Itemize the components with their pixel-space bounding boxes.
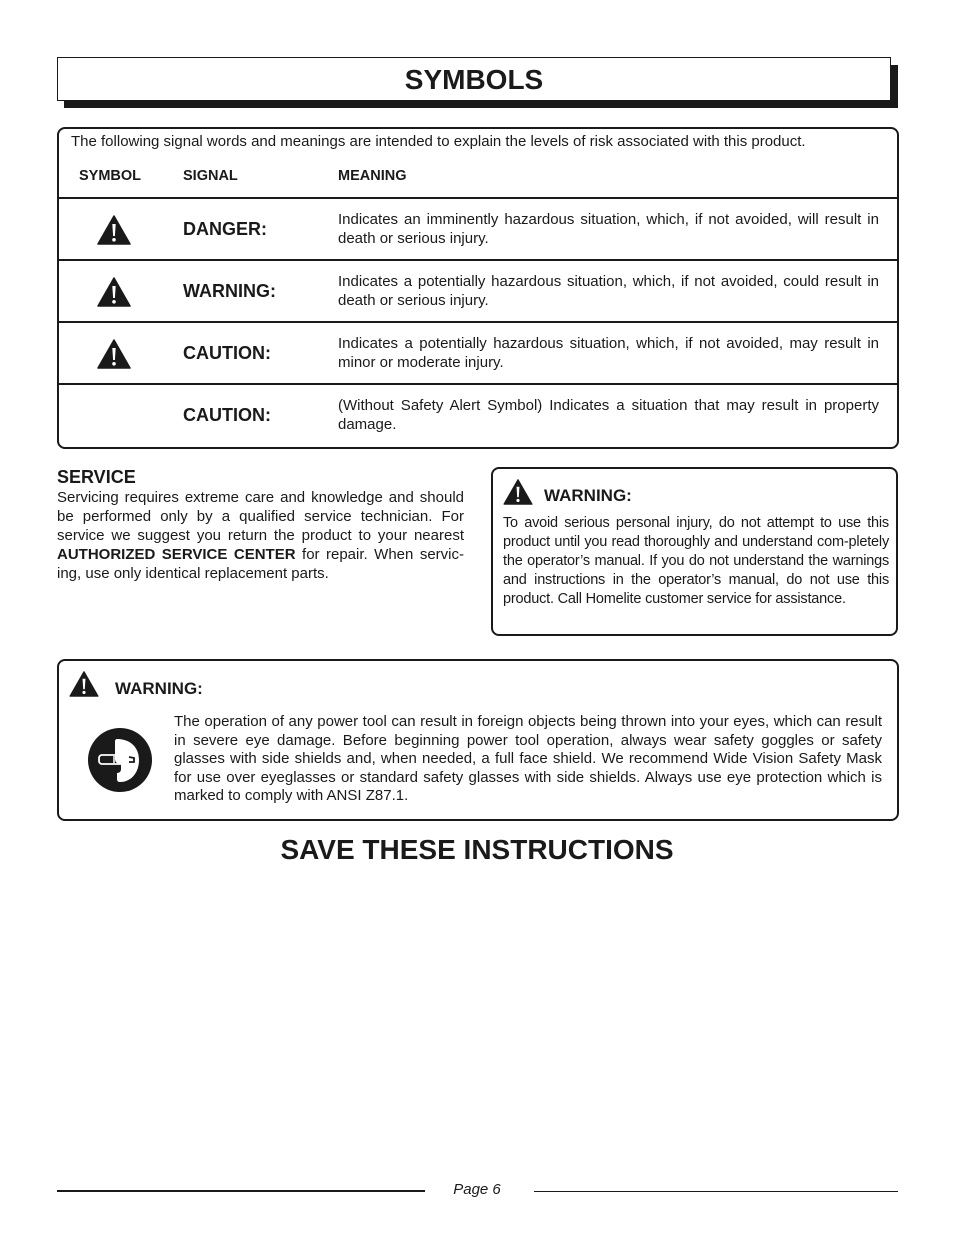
signal-meaning: (Without Safety Alert Symbol) Indicates a situation that may result in property damage.: [338, 397, 879, 433]
table-row-caution: [59, 321, 897, 383]
safety-alert-triangle-icon: [97, 215, 131, 245]
service-text-part: Servicing requires extreme care and knowledge and should be performed only by a qualified service technician. For service we suggest you return the product to your nearest: [57, 489, 464, 544]
warning-label: WARNING:: [544, 486, 632, 505]
signal-word: CAUTION:: [183, 405, 271, 425]
warning-text: The operation of any power tool can result in foreign objects being thrown into your eyes, which can result in severe eye damage. Before beginning power tool operation, always wear safety goggles or safety glasses with side shields and, when needed, a full face shield. We recommend Wide Vision Safety Mask for use over eyeglasses or standard safety glasses with side shields. Always use eye protection which is marked to comply with ANSI Z87.1.: [174, 713, 882, 804]
safety-alert-triangle-icon: [97, 339, 131, 369]
footer-rule-left: [57, 1190, 425, 1192]
safety-alert-triangle-icon: [69, 671, 99, 697]
warning-box-eye-protection: [57, 659, 899, 821]
warning-text: To avoid serious personal injury, do not attempt to use this product until you read thoroughly and understand com-pletely the operator’s manual. If you do not understand the warnings and instructions in the operator’s manual, do not use this product. Call Homelite customer service for assistance.: [503, 515, 889, 607]
table-row-warning: [59, 259, 897, 321]
header-meaning: MEANING: [338, 168, 407, 184]
header-symbol: SYMBOL: [79, 168, 142, 184]
service-text: [57, 488, 464, 583]
safety-alert-triangle-icon: [503, 479, 533, 505]
safety-goggles-icon: [87, 727, 153, 793]
symbols-table: [57, 127, 899, 449]
table-row-caution-no-symbol: [59, 383, 897, 449]
signal-meaning: Indicates a potentially hazardous situation, which, if not avoided, may result in minor or moderate injury.: [338, 335, 879, 371]
footer-rule-right: [534, 1191, 898, 1192]
warning-label: WARNING:: [115, 679, 203, 698]
service-heading: SERVICE: [57, 467, 136, 487]
warning-box-manual: [491, 467, 898, 636]
signal-word: DANGER:: [183, 219, 267, 239]
authorized-service-center: AUTHORIZED SERVICE CENTER: [57, 546, 296, 563]
table-row-danger: [59, 197, 897, 259]
save-instructions-heading: SAVE THESE INSTRUCTIONS: [280, 834, 674, 865]
page-title: SYMBOLS: [57, 57, 891, 101]
safety-alert-triangle-icon: [97, 277, 131, 307]
signal-meaning: Indicates a potentially hazardous situation, which, if not avoided, could result in death or serious injury.: [338, 273, 879, 309]
signal-word: CAUTION:: [183, 343, 271, 363]
symbols-intro: The following signal words and meanings are intended to explain the levels of risk associated with this product.: [71, 133, 806, 150]
signal-word: WARNING:: [183, 281, 276, 301]
signal-meaning: Indicates an imminently hazardous situation, which, if not avoided, will result in death or serious injury.: [338, 211, 879, 247]
service-text-part: for repair. When servic-ing, use only identical replacement parts.: [57, 546, 465, 582]
header-signal: SIGNAL: [183, 168, 238, 184]
page-number: Page 6: [453, 1181, 501, 1198]
